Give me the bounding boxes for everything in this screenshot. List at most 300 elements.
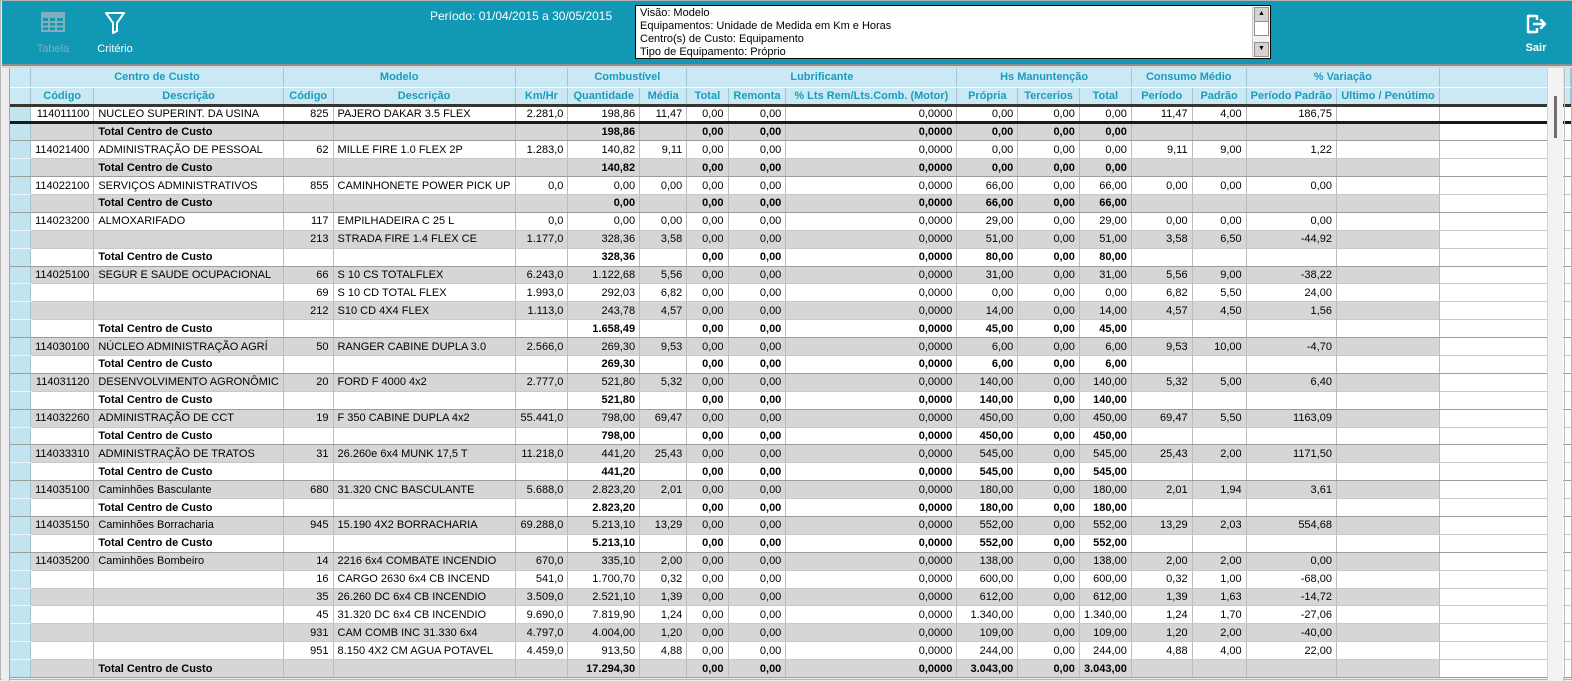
cell-mod_codigo	[283, 534, 333, 552]
row-selector-cell[interactable]	[10, 534, 31, 552]
cell-media	[640, 194, 687, 212]
cell-mod_codigo	[283, 427, 333, 445]
cell-tercerios: 0,00	[1018, 141, 1080, 159]
cell-pct_lts: 0,0000	[786, 606, 957, 624]
table-row[interactable]	[10, 445, 1571, 463]
cell-media	[640, 391, 687, 409]
cell-ultimo_penultimo	[1336, 230, 1439, 248]
cell-periodo_padrao	[1246, 159, 1336, 177]
total-row[interactable]	[10, 248, 1571, 266]
cell-propria: 109,00	[957, 624, 1018, 642]
cell-mod_desc: RANGER CABINE DUPLA 3.0	[333, 338, 515, 356]
cell-pct_lts: 0,0000	[786, 266, 957, 284]
cell-pct_lts: 0,0000	[786, 302, 957, 320]
row-selector-cell[interactable]	[10, 552, 31, 570]
cell-remonta: 0,00	[728, 123, 786, 141]
row-selector-cell[interactable]	[10, 338, 31, 356]
table-row[interactable]	[10, 606, 1571, 624]
cell-padrao: 5,50	[1192, 284, 1246, 302]
cell-quantidade: 328,36	[568, 248, 640, 266]
cell-mod_codigo	[283, 320, 333, 338]
cell-periodo: 0,00	[1131, 212, 1192, 230]
cell-lub_total: 0,00	[687, 105, 728, 123]
cell-propria: 6,00	[957, 355, 1018, 373]
info-scrollbar-thumb[interactable]	[1254, 21, 1269, 36]
row-selector-cell[interactable]	[10, 355, 31, 373]
table-row[interactable]	[10, 373, 1571, 391]
cell-tercerios: 0,00	[1018, 159, 1080, 177]
table-row[interactable]	[10, 177, 1571, 195]
cell-padrao	[1192, 463, 1246, 481]
table-row[interactable]	[10, 302, 1571, 320]
cell-cc_codigo	[31, 588, 94, 606]
table-row[interactable]	[10, 570, 1571, 588]
table-row[interactable]	[10, 481, 1571, 499]
cell-pct_lts: 0,0000	[786, 141, 957, 159]
cell-tercerios: 0,00	[1018, 266, 1080, 284]
cell-remonta: 0,00	[728, 194, 786, 212]
cell-cc_desc	[94, 606, 284, 624]
cell-periodo_padrao	[1246, 355, 1336, 373]
cell-tercerios: 0,00	[1018, 463, 1080, 481]
cell-mod_desc: 15.190 4X2 BORRACHARIA	[333, 516, 515, 534]
cell-quantidade: 4.004,00	[568, 624, 640, 642]
cell-tercerios: 0,00	[1018, 499, 1080, 517]
cell-hs_total: 1.340,00	[1079, 606, 1131, 624]
cell-kmhr: 2.777,0	[515, 373, 568, 391]
cell-hs_total: 140,00	[1079, 373, 1131, 391]
cell-hs_total: 180,00	[1079, 499, 1131, 517]
table-row[interactable]	[10, 516, 1571, 534]
header-group-lub_total: Lubrificante	[687, 68, 957, 87]
criterio-button[interactable]	[88, 10, 142, 55]
cell-periodo_padrao: -4,70	[1246, 338, 1336, 356]
cell-cc_codigo: 114035200	[31, 552, 94, 570]
cell-propria: 180,00	[957, 499, 1018, 517]
cell-hs_total: 29,00	[1079, 212, 1131, 230]
col-header-pct_lts: % Lts Rem/Lts.Comb. (Motor)	[786, 87, 957, 105]
cell-quantidade: 1.700,70	[568, 570, 640, 588]
row-selector-cell[interactable]	[10, 427, 31, 445]
table-row[interactable]	[10, 588, 1571, 606]
cell-hs_total: 3.043,00	[1079, 660, 1131, 678]
cell-propria: 66,00	[957, 177, 1018, 195]
cell-quantidade: 798,00	[568, 427, 640, 445]
cell-periodo: 1,39	[1131, 588, 1192, 606]
cell-hs_total: 244,00	[1079, 642, 1131, 660]
cell-propria: 51,00	[957, 230, 1018, 248]
table-row[interactable]	[10, 266, 1571, 284]
col-header-ultimo_penultimo: Ultimo / Penútimo	[1336, 87, 1439, 105]
row-selector-cell[interactable]	[10, 463, 31, 481]
row-selector-cell[interactable]	[10, 123, 31, 141]
cell-lub_total: 0,00	[687, 284, 728, 302]
cell-mod_codigo: 35	[283, 588, 333, 606]
exit-icon	[1514, 12, 1558, 36]
total-row[interactable]	[10, 194, 1571, 212]
cell-quantidade: 0,00	[568, 177, 640, 195]
row-selector-cell[interactable]	[10, 105, 31, 123]
cell-ultimo_penultimo	[1336, 248, 1439, 266]
cell-tercerios: 0,00	[1018, 194, 1080, 212]
cell-hs_total: 450,00	[1079, 427, 1131, 445]
cell-quantidade: 798,00	[568, 409, 640, 427]
row-selector-cell[interactable]	[10, 588, 31, 606]
cell-mod_desc	[333, 320, 515, 338]
cell-tercerios: 0,00	[1018, 391, 1080, 409]
total-row[interactable]	[10, 534, 1571, 552]
cell-remonta: 0,00	[728, 105, 786, 123]
cell-tercerios: 0,00	[1018, 409, 1080, 427]
cell-tercerios: 0,00	[1018, 588, 1080, 606]
col-header-media: Média	[640, 87, 687, 105]
cell-tercerios: 0,00	[1018, 660, 1080, 678]
cell-mod_desc	[333, 660, 515, 678]
cell-remonta: 0,00	[728, 660, 786, 678]
cell-cc_desc: Total Centro de Custo	[94, 194, 284, 212]
row-selector-cell[interactable]	[10, 177, 31, 195]
cell-periodo_padrao: 3,61	[1246, 481, 1336, 499]
grid-left-gutter	[2, 68, 10, 681]
cell-periodo_padrao	[1246, 391, 1336, 409]
cell-kmhr: 541,0	[515, 570, 568, 588]
cell-remonta: 0,00	[728, 445, 786, 463]
cell-tercerios: 0,00	[1018, 248, 1080, 266]
cell-remonta: 0,00	[728, 534, 786, 552]
cell-cc_desc: Total Centro de Custo	[94, 320, 284, 338]
total-row[interactable]	[10, 123, 1571, 141]
cell-propria: 3.043,00	[957, 660, 1018, 678]
cell-remonta: 0,00	[728, 284, 786, 302]
row-selector-cell[interactable]	[10, 642, 31, 660]
cell-remonta: 0,00	[728, 391, 786, 409]
cell-media	[640, 660, 687, 678]
cell-remonta: 0,00	[728, 552, 786, 570]
cell-cc_desc: Caminhões Bombeiro	[94, 552, 284, 570]
cell-mod_codigo	[283, 463, 333, 481]
scroll-up-icon[interactable]: ▲	[1254, 7, 1269, 22]
cell-propria: 140,00	[957, 373, 1018, 391]
cell-lub_total: 0,00	[687, 212, 728, 230]
cell-remonta: 0,00	[728, 409, 786, 427]
total-row[interactable]	[10, 320, 1571, 338]
cell-mod_codigo: 931	[283, 624, 333, 642]
cell-remonta: 0,00	[728, 159, 786, 177]
cell-propria: 31,00	[957, 266, 1018, 284]
cell-propria: 0,00	[957, 123, 1018, 141]
cell-cc_codigo	[31, 499, 94, 517]
cell-padrao: 9,00	[1192, 141, 1246, 159]
cell-propria: 1.340,00	[957, 606, 1018, 624]
cell-pct_lts: 0,0000	[786, 481, 957, 499]
table-row[interactable]	[10, 552, 1571, 570]
cell-padrao: 6,50	[1192, 230, 1246, 248]
cell-lub_total: 0,00	[687, 373, 728, 391]
cell-periodo: 25,43	[1131, 445, 1192, 463]
cell-quantidade: 0,00	[568, 194, 640, 212]
cell-padrao	[1192, 427, 1246, 445]
cell-padrao: 5,00	[1192, 373, 1246, 391]
row-selector-cell[interactable]	[10, 320, 31, 338]
cell-mod_desc: STRADA FIRE 1.4 FLEX CE	[333, 230, 515, 248]
row-selector-cell[interactable]	[10, 516, 31, 534]
total-row[interactable]	[10, 499, 1571, 517]
row-selector-cell[interactable]	[10, 570, 31, 588]
cell-propria: 14,00	[957, 302, 1018, 320]
cell-tercerios: 0,00	[1018, 516, 1080, 534]
cell-quantidade: 243,78	[568, 302, 640, 320]
cell-mod_codigo: 50	[283, 338, 333, 356]
cell-periodo_padrao: -68,00	[1246, 570, 1336, 588]
cell-propria: 66,00	[957, 194, 1018, 212]
cell-padrao	[1192, 159, 1246, 177]
cell-cc_desc: Total Centro de Custo	[94, 355, 284, 373]
cell-ultimo_penultimo	[1336, 534, 1439, 552]
cell-padrao	[1192, 660, 1246, 678]
cell-cc_desc	[94, 588, 284, 606]
cell-cc_desc: Total Centro de Custo	[94, 499, 284, 517]
cell-periodo_padrao: 186,75	[1246, 105, 1336, 123]
cell-ultimo_penultimo	[1336, 606, 1439, 624]
cell-lub_total: 0,00	[687, 642, 728, 660]
total-row[interactable]	[10, 159, 1571, 177]
cell-cc_desc: DESENVOLVIMENTO AGRONÔMIC	[94, 373, 284, 391]
cell-pct_lts: 0,0000	[786, 570, 957, 588]
cell-padrao: 9,00	[1192, 266, 1246, 284]
cell-pct_lts: 0,0000	[786, 516, 957, 534]
row-selector-cell[interactable]	[10, 248, 31, 266]
vertical-scrollbar[interactable]	[1547, 68, 1563, 681]
cell-ultimo_penultimo	[1336, 266, 1439, 284]
row-selector-cell[interactable]	[10, 481, 31, 499]
cell-hs_total: 545,00	[1079, 445, 1131, 463]
table-row[interactable]	[10, 105, 1571, 123]
cell-kmhr	[515, 499, 568, 517]
cell-periodo_padrao	[1246, 660, 1336, 678]
cell-remonta: 0,00	[728, 499, 786, 517]
cell-quantidade: 198,86	[568, 123, 640, 141]
row-selector-cell[interactable]	[10, 391, 31, 409]
cell-ultimo_penultimo	[1336, 391, 1439, 409]
row-selector-cell[interactable]	[10, 266, 31, 284]
row-selector-cell[interactable]	[10, 373, 31, 391]
cell-pct_lts: 0,0000	[786, 409, 957, 427]
scroll-down-icon[interactable]: ▼	[1254, 42, 1269, 57]
cell-pct_lts: 0,0000	[786, 194, 957, 212]
cell-pct_lts: 0,0000	[786, 499, 957, 517]
sair-label: Sair	[1525, 42, 1547, 54]
cell-quantidade: 140,82	[568, 159, 640, 177]
cell-lub_total: 0,00	[687, 481, 728, 499]
cell-kmhr	[515, 660, 568, 678]
cell-kmhr	[515, 320, 568, 338]
cell-periodo_padrao	[1246, 427, 1336, 445]
cell-pct_lts: 0,0000	[786, 445, 957, 463]
cell-kmhr	[515, 391, 568, 409]
cell-hs_total: 138,00	[1079, 552, 1131, 570]
cell-lub_total: 0,00	[687, 302, 728, 320]
cell-padrao	[1192, 123, 1246, 141]
cell-quantidade: 198,86	[568, 105, 640, 123]
row-selector-cell[interactable]	[10, 284, 31, 302]
row-selector-cell[interactable]	[10, 409, 31, 427]
cell-media: 0,00	[640, 177, 687, 195]
total-row[interactable]	[10, 391, 1571, 409]
sair-button[interactable]	[1514, 12, 1558, 54]
row-selector-cell[interactable]	[10, 660, 31, 678]
cell-periodo_padrao: -14,72	[1246, 588, 1336, 606]
cell-lub_total: 0,00	[687, 338, 728, 356]
cell-kmhr	[515, 534, 568, 552]
cell-lub_total: 0,00	[687, 409, 728, 427]
cell-mod_desc: MILLE FIRE 1.0 FLEX 2P	[333, 141, 515, 159]
cell-periodo_padrao	[1246, 463, 1336, 481]
cell-remonta: 0,00	[728, 266, 786, 284]
cell-quantidade: 2.823,20	[568, 481, 640, 499]
cell-mod_codigo: 855	[283, 177, 333, 195]
info-scrollbar[interactable]	[1252, 7, 1269, 57]
cell-cc_codigo	[31, 248, 94, 266]
cell-cc_desc: ADMINISTRAÇÃO DE PESSOAL	[94, 141, 284, 159]
total-row[interactable]	[10, 427, 1571, 445]
cell-media: 5,56	[640, 266, 687, 284]
cell-propria: 80,00	[957, 248, 1018, 266]
cell-periodo_padrao	[1246, 320, 1336, 338]
cell-cc_codigo	[31, 427, 94, 445]
cell-cc_desc	[94, 642, 284, 660]
table-row[interactable]	[10, 338, 1571, 356]
cell-hs_total: 51,00	[1079, 230, 1131, 248]
total-row[interactable]	[10, 660, 1571, 678]
cell-hs_total: 31,00	[1079, 266, 1131, 284]
cell-media	[640, 499, 687, 517]
cell-periodo: 9,53	[1131, 338, 1192, 356]
cell-ultimo_penultimo	[1336, 105, 1439, 123]
cell-cc_desc	[94, 302, 284, 320]
table-row[interactable]	[10, 642, 1571, 660]
cell-kmhr	[515, 463, 568, 481]
cell-hs_total: 80,00	[1079, 248, 1131, 266]
cell-remonta: 0,00	[728, 570, 786, 588]
total-row[interactable]	[10, 463, 1571, 481]
cell-cc_codigo	[31, 320, 94, 338]
cell-quantidade: 2.823,20	[568, 499, 640, 517]
table-row[interactable]	[10, 624, 1571, 642]
header-group-propria: Hs Manuntenção	[957, 68, 1131, 87]
total-row[interactable]	[10, 355, 1571, 373]
cell-pct_lts: 0,0000	[786, 338, 957, 356]
cell-periodo: 2,01	[1131, 481, 1192, 499]
cell-remonta: 0,00	[728, 141, 786, 159]
cell-periodo_padrao	[1246, 123, 1336, 141]
cell-kmhr: 0,0	[515, 212, 568, 230]
row-selector-cell[interactable]	[10, 499, 31, 517]
vertical-scrollbar-thumb[interactable]	[1554, 96, 1557, 138]
cell-tercerios: 0,00	[1018, 177, 1080, 195]
col-header-propria: Própria	[957, 87, 1018, 105]
cell-quantidade: 5.213,10	[568, 516, 640, 534]
cell-hs_total: 45,00	[1079, 320, 1131, 338]
cell-quantidade: 335,10	[568, 552, 640, 570]
header-group-mod_codigo: Modelo	[283, 68, 515, 87]
cell-mod_desc	[333, 355, 515, 373]
cell-mod_codigo: 945	[283, 516, 333, 534]
cell-lub_total: 0,00	[687, 123, 728, 141]
table-row[interactable]	[10, 212, 1571, 230]
cell-hs_total: 612,00	[1079, 588, 1131, 606]
row-selector-cell[interactable]	[10, 194, 31, 212]
table-row[interactable]	[10, 141, 1571, 159]
row-selector-cell[interactable]	[10, 141, 31, 159]
cell-cc_desc: Total Centro de Custo	[94, 159, 284, 177]
cell-mod_codigo: 212	[283, 302, 333, 320]
cell-hs_total: 66,00	[1079, 177, 1131, 195]
cell-quantidade: 521,80	[568, 373, 640, 391]
cell-cc_codigo: 114032260	[31, 409, 94, 427]
cell-lub_total: 0,00	[687, 391, 728, 409]
cell-hs_total: 6,00	[1079, 355, 1131, 373]
cell-periodo_padrao: -27,06	[1246, 606, 1336, 624]
row-selector-cell[interactable]	[10, 212, 31, 230]
cell-tercerios: 0,00	[1018, 302, 1080, 320]
cell-ultimo_penultimo	[1336, 302, 1439, 320]
cell-propria: 138,00	[957, 552, 1018, 570]
row-selector-cell[interactable]	[10, 624, 31, 642]
row-selector-cell[interactable]	[10, 230, 31, 248]
row-selector-cell[interactable]	[10, 445, 31, 463]
info-line-centro-custo: Centro(s) de Custo: Equipamento	[640, 33, 804, 45]
table-row[interactable]	[10, 284, 1571, 302]
cell-tercerios: 0,00	[1018, 373, 1080, 391]
cell-padrao: 1,70	[1192, 606, 1246, 624]
cell-tercerios: 0,00	[1018, 320, 1080, 338]
cell-cc_desc	[94, 570, 284, 588]
cell-padrao	[1192, 499, 1246, 517]
cell-propria: 612,00	[957, 588, 1018, 606]
cell-cc_codigo: 114021400	[31, 141, 94, 159]
tabela-button[interactable]	[26, 10, 80, 55]
cell-cc_codigo: 114030100	[31, 338, 94, 356]
cell-periodo	[1131, 427, 1192, 445]
cell-media: 1,39	[640, 588, 687, 606]
cell-ultimo_penultimo	[1336, 355, 1439, 373]
cell-remonta: 0,00	[728, 606, 786, 624]
cell-mod_desc	[333, 427, 515, 445]
table-row[interactable]	[10, 230, 1571, 248]
cell-cc_desc: Total Centro de Custo	[94, 391, 284, 409]
header-group-periodo: Consumo Médio	[1131, 68, 1246, 87]
cell-cc_codigo	[31, 463, 94, 481]
cell-mod_codigo	[283, 355, 333, 373]
cell-quantidade: 292,03	[568, 284, 640, 302]
cell-propria: 180,00	[957, 481, 1018, 499]
cell-remonta: 0,00	[728, 624, 786, 642]
cell-kmhr: 55.441,0	[515, 409, 568, 427]
cell-hs_total: 600,00	[1079, 570, 1131, 588]
cell-mod_desc	[333, 463, 515, 481]
cell-mod_desc: PAJERO DAKAR 3.5 FLEX	[333, 105, 515, 123]
cell-periodo	[1131, 499, 1192, 517]
row-selector-cell[interactable]	[10, 606, 31, 624]
table-row[interactable]	[10, 409, 1571, 427]
row-selector-cell[interactable]	[10, 159, 31, 177]
cell-quantidade: 328,36	[568, 230, 640, 248]
cell-mod_desc	[333, 534, 515, 552]
cell-hs_total: 0,00	[1079, 123, 1131, 141]
cell-hs_total: 450,00	[1079, 409, 1131, 427]
cell-cc_desc: Total Centro de Custo	[94, 123, 284, 141]
row-selector-cell[interactable]	[10, 302, 31, 320]
